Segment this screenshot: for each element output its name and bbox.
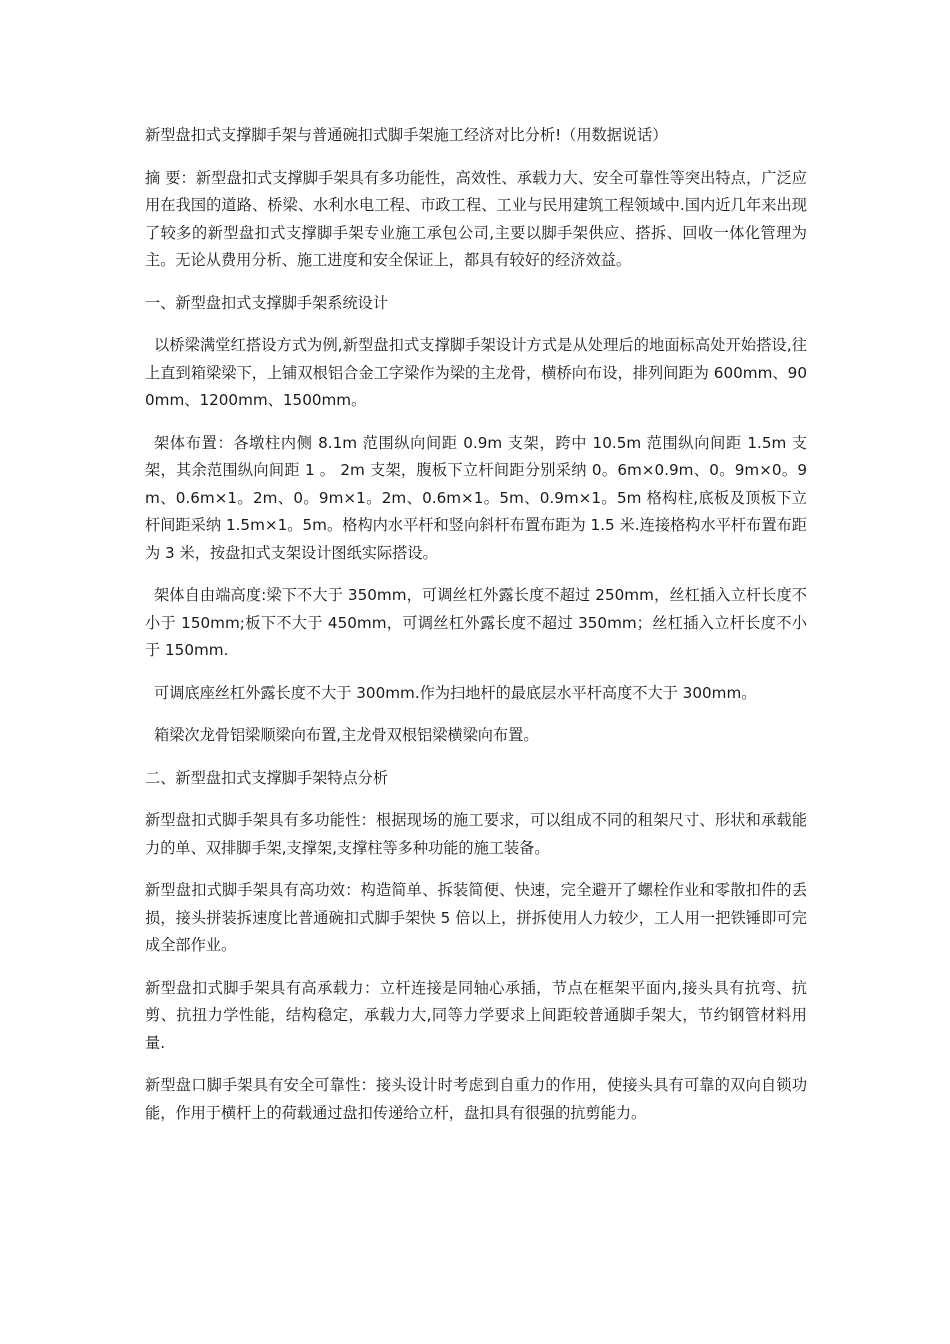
abstract-paragraph: 摘 要：新型盘扣式支撑脚手架具有多功能性，高效性、承载力大、安全可靠性等突出特点，广泛应用在我国的道路、桥梁、水利水电工程、市政工程、工业与民用建筑工程领域中.国内近几年来出现了较多的新型盘扣式支撑脚手架专业施工承包公司,主要以脚手架供应、搭拆、回收一体化管理为主。无论从费用分析、施工进度和安全保证上，都具有较好的经济效益。 — [145, 168, 807, 269]
section-1-paragraph-3: 架体自由端高度:梁下不大于 350mm，可调丝杠外露长度不超过 250mm，丝杠插入立杆长度不小于 150mm;板下不大于 450mm，可调丝杠外露长度不超过 350mm；丝杠插入立杆长度不小于 150mm. — [145, 586, 807, 659]
section-2-paragraph-1: 新型盘扣式脚手架具有多功能性：根据现场的施工要求，可以组成不同的租架尺寸、形状和承载能力的单、双排脚手架,支撑架,支撑柱等多种功能的施工装备。 — [145, 811, 807, 857]
section-1-paragraph-1: 以桥梁满堂红搭设方式为例,新型盘扣式支撑脚手架设计方式是从处理后的地面标高处开始搭设,往上直到箱梁梁下，上铺双根铝合金工字梁作为梁的主龙骨，横桥向布设，排列间距为 600mm、900mm、1200mm、1500mm。 — [145, 336, 807, 409]
section-2-paragraph-4: 新型盘口脚手架具有安全可靠性：接头设计时考虑到自重力的作用，使接头具有可靠的双向自锁功能，作用于横杆上的荷载通过盘扣传递给立杆，盘扣具有很强的抗剪能力。 — [145, 1076, 807, 1122]
section-1-paragraph-5: 箱梁次龙骨铝梁顺梁向布置,主龙骨双根铝梁横梁向布置。 — [154, 726, 539, 744]
section-1-heading: 一、新型盘扣式支撑脚手架系统设计 — [145, 293, 388, 312]
section-2-paragraph-2: 新型盘扣式脚手架具有高功效：构造简单、拆装简便、快速，完全避开了螺栓作业和零散扣件的丢损，接头拼装拆速度比普通碗扣式脚手架快 5 倍以上，拼拆使用人力较少，工人用一把铁锤即可完成全部作业。 — [145, 881, 807, 954]
section-2-heading: 二、新型盘扣式支撑脚手架特点分析 — [145, 768, 388, 787]
document-title: 新型盘扣式支撑脚手架与普通碗扣式脚手架施工经济对比分析!（用数据说话） — [145, 126, 668, 144]
document-page — [145, 122, 807, 1142]
section-1-paragraph-4: 可调底座丝杠外露长度不大于 300mm.作为扫地杆的最底层水平杆高度不大于 300mm。 — [154, 683, 757, 702]
section-1-paragraph-2: 架体布置：各墩柱内侧 8.1m 范围纵向间距 0.9m 支架，跨中 10.5m 范围纵向间距 1.5m 支架，其余范围纵向间距 1 。 2m 支架，腹板下立杆间距分别采纳 0。6m×0.9m、0。9m×0。9m、0.6m×1。2m、0。9m×1。2m、0.6m×1。5m、0.9m×1。5m 格构柱,底板及顶板下立杆间距采纳 1.5m×1。5m。格构内水平杆和竖向斜杆布置布距为 1.5 米.连接格构水平杆布置布距为 3 米，按盘扣式支架设计图纸实际搭设。 — [145, 433, 807, 562]
section-2-paragraph-3: 新型盘扣式脚手架具有高承载力：立杆连接是同轴心承插，节点在框架平面内,接头具有抗弯、抗剪、抗扭力学性能，结构稳定，承载力大,同等力学要求上间距较普通脚手架大，节约钢管材料用量. — [145, 978, 807, 1052]
